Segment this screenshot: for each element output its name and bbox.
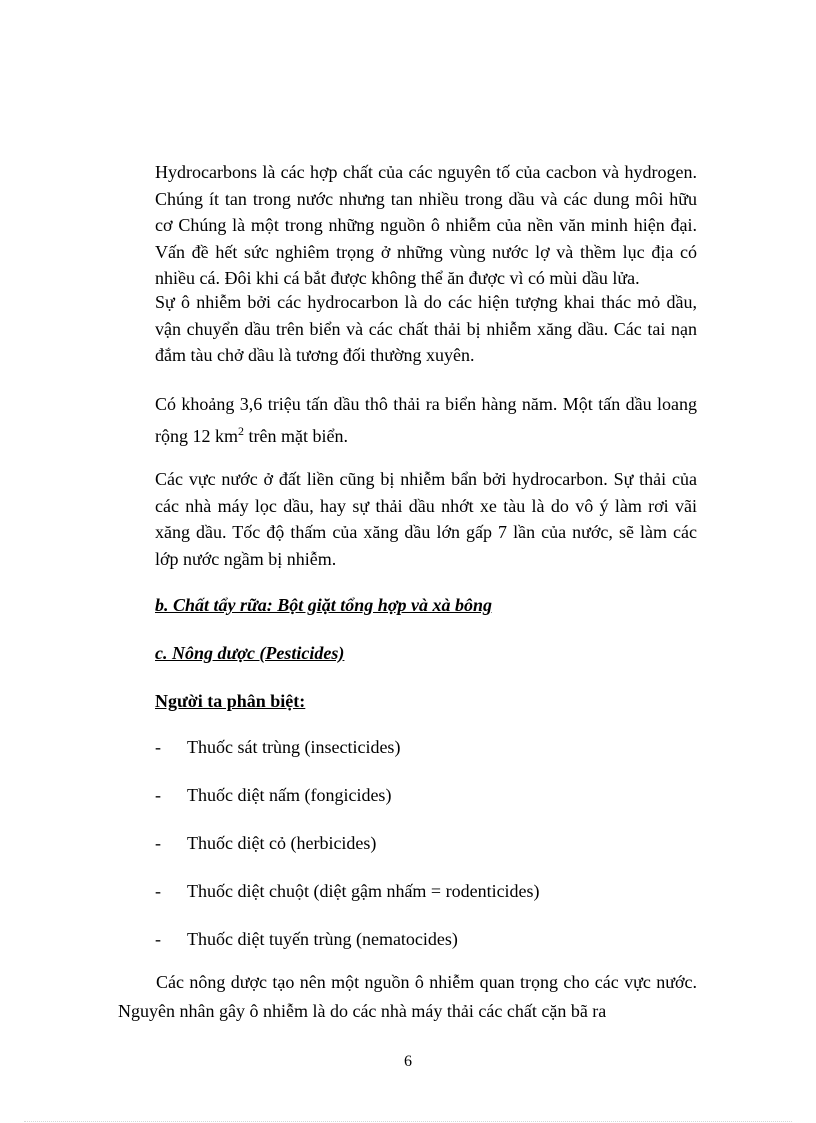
list-bullet: - (155, 737, 161, 757)
list-item-text: Thuốc sát trùng (insecticides) (187, 737, 401, 757)
paragraph-pesticide-pollution: Các nông dược tạo nên một nguồn ô nhiễm quan trọng cho các vực nước. Nguyên nhân gây ô nhiễm là do các nhà máy thải các chất cặn bã ra (118, 972, 697, 1021)
heading-distinguish: Người ta phân biệt: (155, 691, 306, 711)
heading-pesticides: c. Nông dược (Pesticides) (155, 643, 345, 663)
list-bullet: - (155, 929, 161, 949)
list-item-text: Thuốc diệt chuột (diệt gậm nhấm = rodenticides) (187, 881, 540, 901)
page-number: 6 (404, 1053, 412, 1070)
list-bullet: - (155, 785, 161, 805)
list-item-text: Thuốc diệt cỏ (herbicides) (187, 833, 377, 853)
paragraph-oil-discharge (155, 391, 697, 449)
list-bullet: - (155, 881, 161, 901)
heading-detergents: b. Chất tẩy rữa: Bột giặt tổng hợp và xà bông (155, 595, 492, 615)
list-item (155, 879, 540, 927)
list-bullet: - (155, 833, 161, 853)
list-item (155, 831, 540, 879)
paragraph-inland-waters: Các vực nước ở đất liền cũng bị nhiễm bẩn bởi hydrocarbon. Sự thải của các nhà máy lọc dầu, hay sự thải dầu nhớt xe tàu là do vô ý làm rơi vãi xăng dầu. Tốc độ thấm của xăng dầu lớn gấp 7 lần của nước, sẽ làm các lớp nước ngầm bị nhiễm. (155, 469, 697, 569)
page-bottom-divider (24, 1121, 792, 1122)
paragraph-pollution-sources: Sự ô nhiễm bởi các hydrocarbon là do các hiện tượng khai thác mỏ dầu, vận chuyển dầu trên biển và các chất thải bị nhiễm xăng dầu. Các tai nạn đắm tàu chở dầu là tương đối thường xuyên. (155, 292, 697, 365)
list-item (155, 783, 540, 831)
paragraph-oil-discharge-tail: trên mặt biển. (244, 425, 348, 446)
paragraph-hydrocarbons: Hydrocarbons là các hợp chất của các nguyên tố của cacbon và hydrogen. Chúng ít tan trong nước nhưng tan nhiều trong dầu và các dung môi hữu cơ Chúng là một trong những nguồn ô nhiễm của nền văn minh hiện đại. Vấn đề hết sức nghiêm trọng ở những vùng nước lợ và thềm lục địa có nhiều cá. Đôi khi cá bắt được không thể ăn được vì có mùi dầu lửa. (155, 162, 697, 288)
pesticide-list (155, 735, 540, 975)
paragraph-oil-discharge-text: Có khoảng 3,6 triệu tấn dầu thô thải ra biển hàng năm. Một tấn dầu loang rộng 12 km (155, 394, 697, 446)
list-item-text: Thuốc diệt tuyến trùng (nematocides) (187, 929, 458, 949)
superscript-2: 2 (238, 423, 244, 438)
list-item (155, 735, 540, 783)
list-item-text: Thuốc diệt nấm (fongicides) (187, 785, 392, 805)
